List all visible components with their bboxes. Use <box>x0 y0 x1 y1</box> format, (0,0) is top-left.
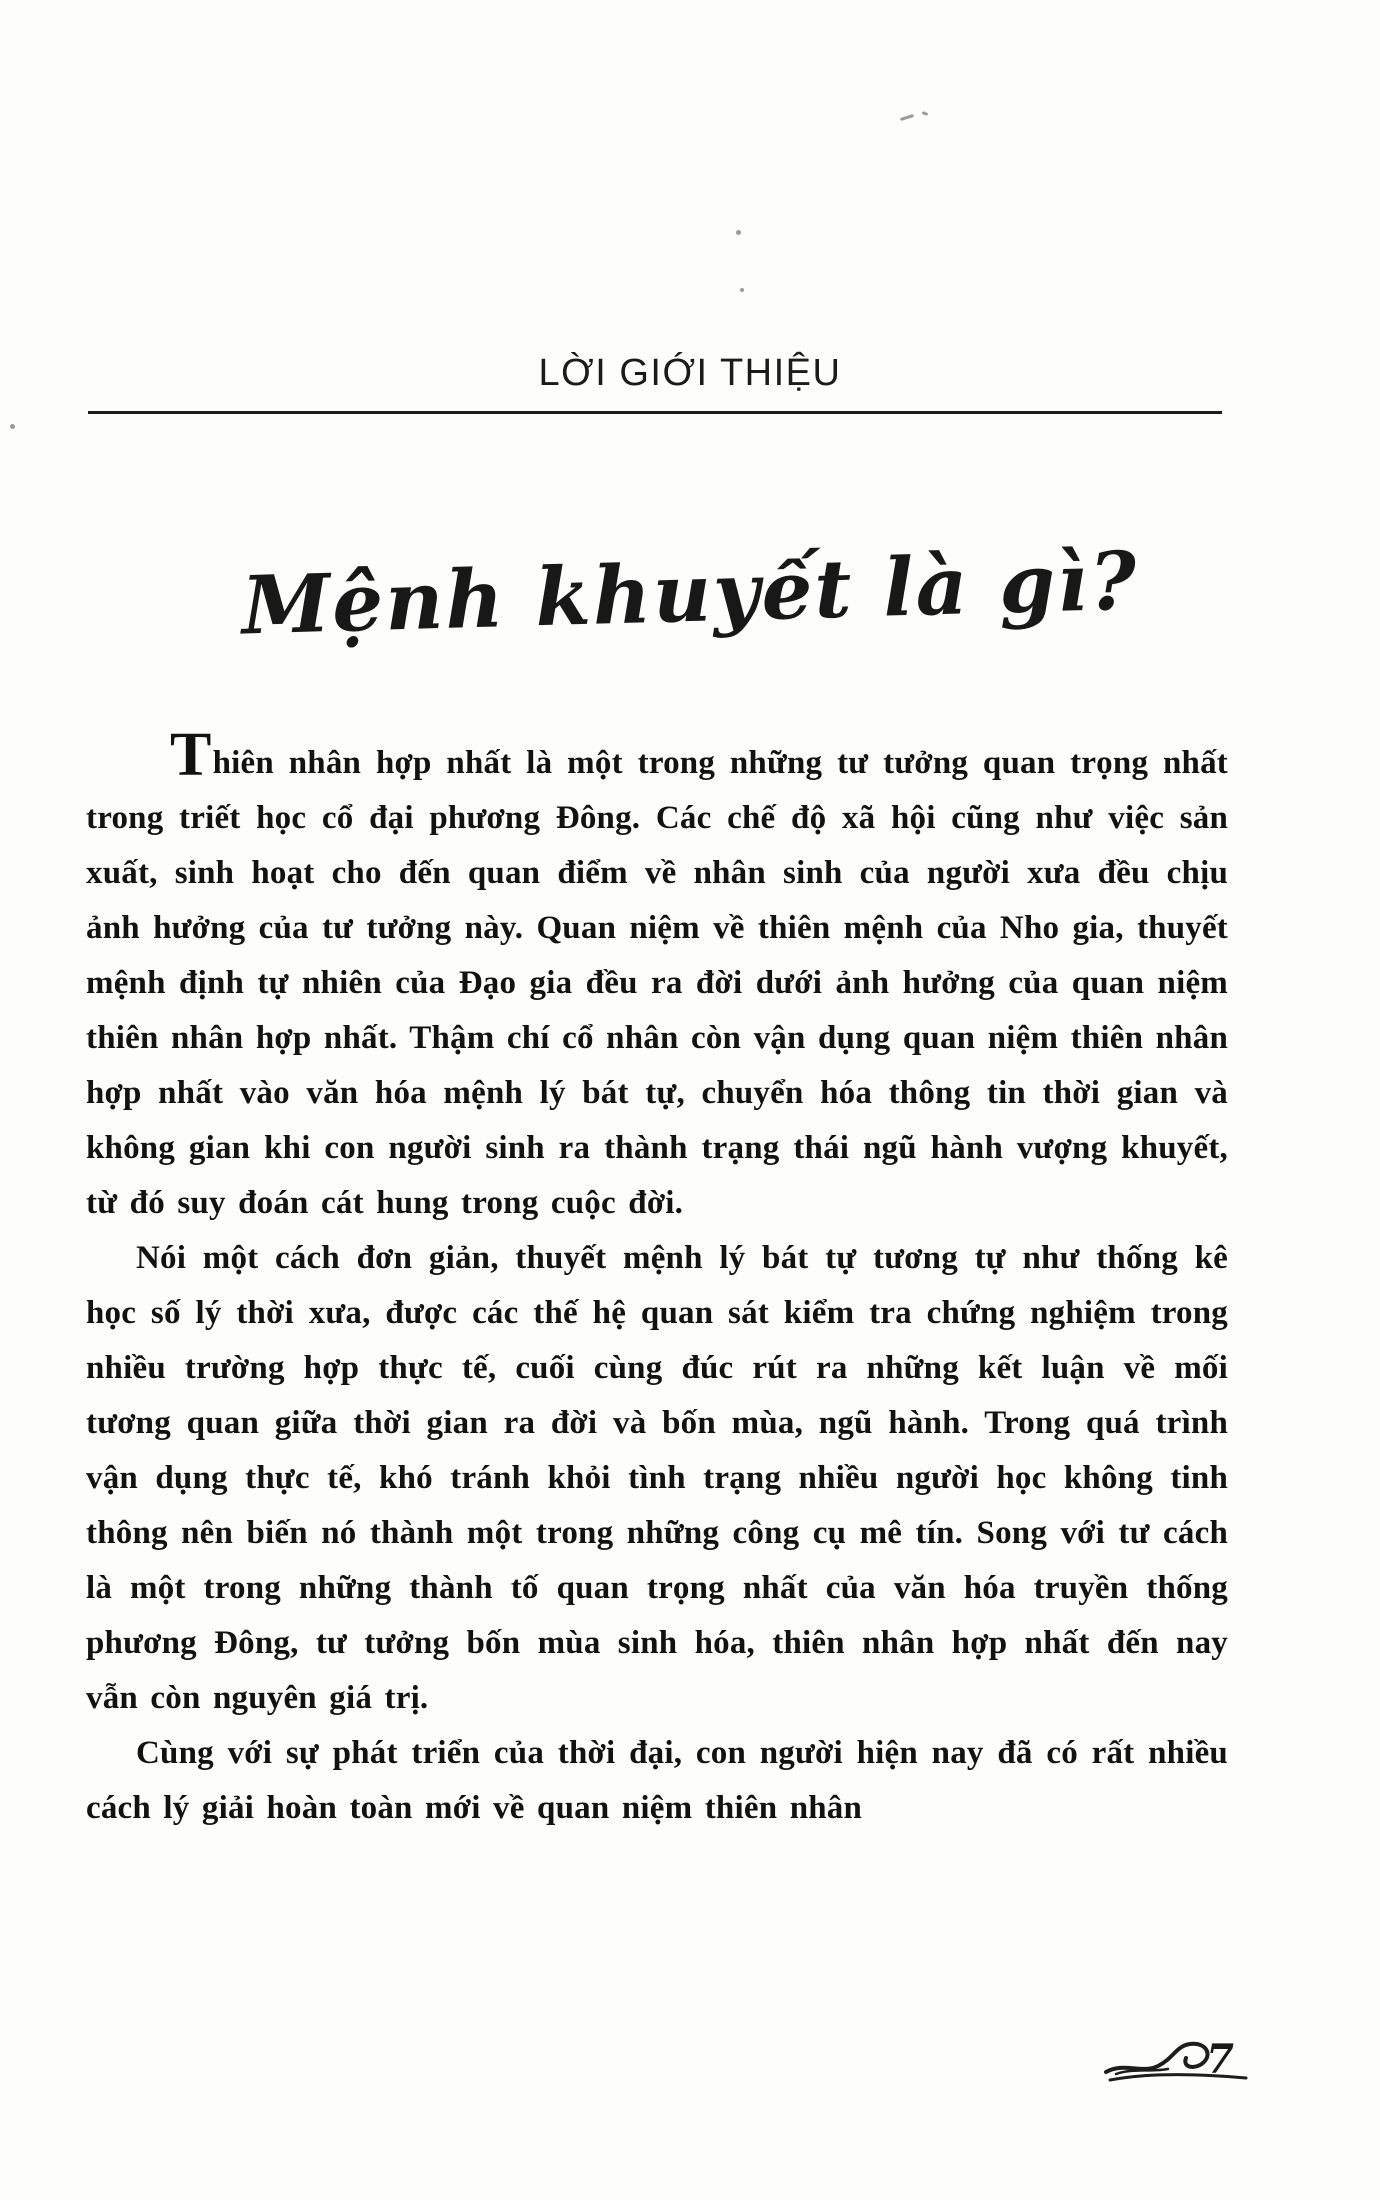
scan-artifact <box>900 114 914 121</box>
header-rule <box>88 411 1222 414</box>
paragraph-3: Cùng với sự phát triển của thời đại, con người hiện nay đã có rất nhiều cách lý giải hoàn toàn mới về quan niệm thiên nhân <box>86 1735 1228 1826</box>
handwritten-title: Mệnh khuyết là gì? <box>240 533 1140 653</box>
page-number: 7 <box>1206 2036 1234 2083</box>
body-text <box>86 721 1228 1836</box>
chapter-header: LỜI GIỚI THIỆU <box>538 352 842 394</box>
scan-artifact <box>10 424 15 429</box>
scan-artifact <box>922 111 929 116</box>
paragraph-1: Thiên nhân hợp nhất là một trong những tư tưởng quan trọng nhất trong triết học cổ đại phương Đông. Các chế độ xã hội cũng như việc sản xuất, sinh hoạt cho đến quan điểm về nhân sinh của người xưa đều chịu ảnh hưởng của tư tưởng này. Quan niệm về thiên mệnh của Nho gia, thuyết mệnh định tự nhiên của Đạo gia đều ra đời dưới ảnh hưởng của quan niệm thiên nhân hợp nhất. Thậm chí cổ nhân còn vận dụng quan niệm thiên nhân hợp nhất vào văn hóa mệnh lý bát tự, chuyển hóa thông tin thời gian và không gian khi con người sinh ra thành trạng thái ngũ hành vượng khuyết, từ đó suy đoán cát hung trong cuộc đời. <box>86 721 1228 1221</box>
page-number-flourish <box>1102 2028 1252 2098</box>
scan-artifact <box>736 230 741 235</box>
scan-artifact <box>740 288 744 292</box>
paragraph-2: Nói một cách đơn giản, thuyết mệnh lý bát tự tương tự như thống kê học số lý thời xưa, được các thế hệ quan sát kiểm tra chứng nghiệm trong nhiều trường hợp thực tế, cuối cùng đúc rút ra những kết luận về mối tương quan giữa thời gian ra đời và bốn mùa, ngũ hành. Trong quá trình vận dụng thực tế, khó tránh khỏi tình trạng nhiều người học không tinh thông nên biến nó thành một trong những công cụ mê tín. Song với tư cách là một trong những thành tố quan trọng nhất của văn hóa truyền thống phương Đông, tư tưởng bốn mùa sinh hóa, thiên nhân hợp nhất đến nay vẫn còn nguyên giá trị. <box>86 1240 1228 1716</box>
paragraph-1-text: hiên nhân hợp nhất là một trong những tư tưởng quan trọng nhất trong triết học cổ đại phương Đông. Các chế độ xã hội cũng như việc sản xuất, sinh hoạt cho đến quan điểm về nhân sinh của người xưa đều chịu ảnh hưởng của tư tưởng này. Quan niệm về thiên mệnh của Nho gia, thuyết mệnh định tự nhiên của Đạo gia đều ra đời dưới ảnh hưởng của quan niệm thiên nhân hợp nhất. Thậm chí cổ nhân còn vận dụng quan niệm thiên nhân hợp nhất vào văn hóa mệnh lý bát tự, chuyển hóa thông tin thời gian và không gian khi con người sinh ra thành trạng thái ngũ hành vượng khuyết, từ đó suy đoán cát hung trong cuộc đời. <box>86 745 1228 1221</box>
